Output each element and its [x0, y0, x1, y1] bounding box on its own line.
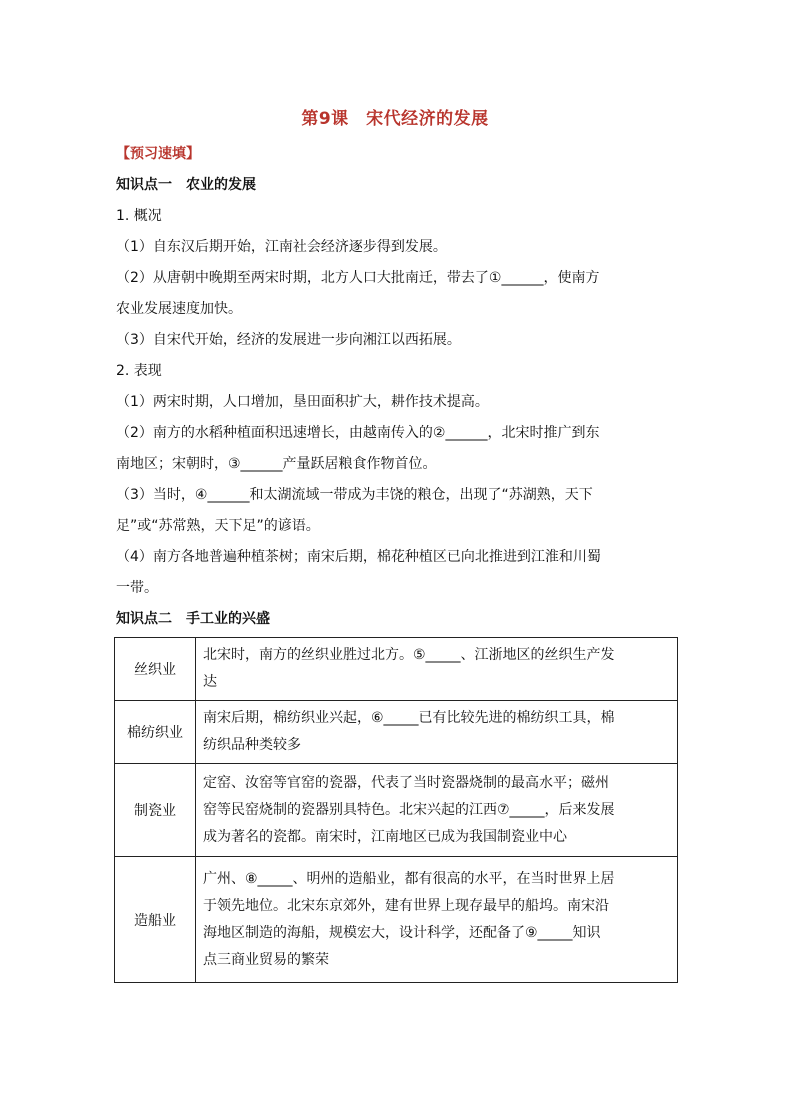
cell-line: 窑等民窑烧制的瓷器别具特色。北宋兴起的江西⑦_____，后来发展 — [203, 801, 615, 818]
cell-line: 纺织品种类较多 — [203, 737, 301, 753]
handicraft-table — [114, 637, 678, 983]
cell-line: 海地区制造的海船，规模宏大，设计科学，还配备了⑨_____知识 — [203, 924, 601, 941]
knowledge-point-1-heading: 知识点一 农业的发展 — [116, 177, 256, 193]
text-line: 一带。 — [116, 580, 158, 596]
cell-line: 广州、⑧_____、明州的造船业，都有很高的水平，在当时世界上居 — [203, 870, 615, 887]
row-label: 丝织业 — [115, 638, 196, 701]
row-content — [196, 638, 678, 701]
text-line: （4）南方各地普遍种植茶树；南宋后期，棉花种植区已向北推进到江淮和川蜀 — [116, 549, 601, 565]
table-row — [115, 764, 678, 857]
row-label: 造船业 — [115, 857, 196, 983]
preview-header: 【预习速填】 — [116, 146, 200, 162]
text-line: 足”或“苏常熟，天下足”的谚语。 — [116, 518, 320, 534]
cell-line: 于领先地位。北宋东京郊外，建有世界上现存最早的船坞。南宋沿 — [203, 897, 609, 914]
row-content — [196, 857, 678, 983]
cell-line: 达 — [203, 674, 217, 690]
cell-line: 点三商业贸易的繁荣 — [203, 951, 329, 968]
text-line: 农业发展速度加快。 — [116, 301, 242, 317]
text-line: （2）南方的水稻种植面积迅速增长，由越南传入的②______，北宋时推广到东 — [116, 425, 600, 441]
cell-line: 成为著名的瓷都。南宋时，江南地区已成为我国制瓷业中心 — [203, 828, 567, 845]
text-line: （2）从唐朝中晚期至两宋时期，北方人口大批南迁，带去了①______，使南方 — [116, 270, 600, 286]
cell-line: 定窑、汝窑等官窑的瓷器，代表了当时瓷器烧制的最高水平；磁州 — [203, 774, 609, 791]
table-row — [115, 701, 678, 764]
row-label: 制瓷业 — [115, 764, 196, 857]
text-line: （3）自宋代开始，经济的发展进一步向湘江以西拓展。 — [116, 332, 461, 348]
text-line: （3）当时，④______和太湖流域一带成为丰饶的粮仓，出现了“苏湖熟，天下 — [116, 487, 593, 503]
section-overview-heading: 1. 概况 — [116, 208, 162, 224]
row-content — [196, 701, 678, 764]
lesson-title: 第9课 宋代经济的发展 — [301, 109, 489, 129]
cell-line: 南宋后期，棉纺织业兴起，⑥_____已有比较先进的棉纺织工具，棉 — [203, 710, 615, 726]
section-manifestation-heading: 2. 表现 — [116, 363, 162, 379]
table-row — [115, 857, 678, 983]
cell-line: 北宋时，南方的丝织业胜过北方。⑤_____、江浙地区的丝织生产发 — [203, 647, 615, 663]
text-line: （1）自东汉后期开始，江南社会经济逐步得到发展。 — [116, 239, 447, 255]
table-row — [115, 638, 678, 701]
row-label: 棉纺织业 — [115, 701, 196, 764]
text-line: （1）两宋时期，人口增加，垦田面积扩大，耕作技术提高。 — [116, 394, 489, 410]
knowledge-point-2-heading: 知识点二 手工业的兴盛 — [116, 611, 270, 627]
text-line: 南地区；宋朝时，③______产量跃居粮食作物首位。 — [116, 456, 437, 472]
row-content — [196, 764, 678, 857]
